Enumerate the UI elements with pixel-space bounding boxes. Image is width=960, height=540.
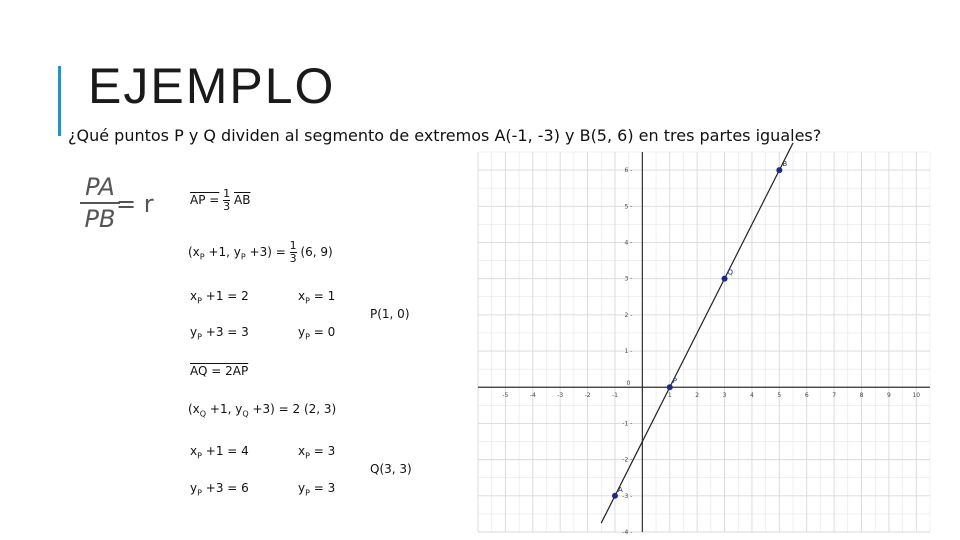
p-x-res: x bbox=[298, 289, 306, 303]
y-tick-label: 4 - bbox=[624, 239, 633, 247]
x-tick-label: 5 bbox=[777, 392, 782, 400]
p-y-res: y bbox=[298, 325, 306, 339]
y-tick-label: -1 - bbox=[622, 420, 633, 428]
coordinate-graph bbox=[478, 152, 930, 536]
q-x-result bbox=[298, 444, 335, 460]
q-y-eq-rest: +3 = 6 bbox=[205, 481, 249, 495]
y-tick-label: -2 - bbox=[622, 456, 633, 464]
ratio-fraction-bar bbox=[80, 202, 120, 204]
x-tick-label: -3 bbox=[557, 392, 564, 400]
p-y-eq-rest: +3 = 3 bbox=[205, 325, 249, 339]
x-tick-label: 1 bbox=[667, 392, 672, 400]
ratio-numerator: PA bbox=[85, 173, 115, 201]
x-tick-label: 6 bbox=[804, 392, 809, 400]
p-vec-fraction bbox=[290, 240, 297, 265]
q-vec-end: +3) = 2 (2, 3) bbox=[252, 402, 337, 416]
p-vec-mid: +1, y bbox=[208, 245, 241, 259]
sub-p: P bbox=[240, 252, 246, 262]
sub-p: P bbox=[197, 488, 202, 498]
ap-rhs: $\overline{AB}$ bbox=[233, 193, 251, 207]
y-tick-label: 2 - bbox=[624, 311, 633, 319]
y-tick-label: 6 - bbox=[624, 167, 633, 175]
question-text: ¿Qué puntos P y Q dividen al segmento de extremos A(-1, -3) y B(5, 6) en tres partes iguales? bbox=[68, 126, 822, 145]
x-tick-label: 4 bbox=[750, 392, 754, 400]
sub-p: P bbox=[305, 488, 310, 498]
slide-title: EJEMPLO bbox=[88, 58, 336, 114]
q-x-res-rest: = 3 bbox=[313, 444, 336, 458]
ratio-rhs: = r bbox=[116, 190, 154, 218]
sub-q: Q bbox=[242, 409, 249, 419]
p-x-equation bbox=[190, 289, 249, 305]
aq-equation: AQ = 2AP bbox=[190, 364, 249, 378]
q-y-eq: y bbox=[190, 481, 198, 495]
point-label-q: Q bbox=[727, 268, 734, 277]
p-vec-rhs: (6, 9) bbox=[300, 245, 333, 259]
ap-formula bbox=[190, 188, 250, 213]
sub-p: P bbox=[197, 332, 202, 342]
q-point-result: Q(3, 3) bbox=[370, 462, 412, 476]
q-x-res: x bbox=[298, 444, 306, 458]
x-tick-label: 2 bbox=[695, 392, 700, 400]
y-tick-label: -4 - bbox=[622, 529, 633, 536]
p-point-result: P(1, 0) bbox=[370, 307, 410, 321]
sub-p: P bbox=[197, 451, 202, 461]
q-x-eq: x bbox=[190, 444, 198, 458]
x-tick-label: 8 bbox=[859, 392, 864, 400]
x-tick-label: 10 bbox=[912, 392, 921, 400]
sub-p: P bbox=[199, 252, 205, 262]
sub-p: P bbox=[305, 296, 310, 306]
q-y-res-rest: = 3 bbox=[313, 481, 336, 495]
origin-label: 0 bbox=[626, 380, 631, 388]
p-y-res-rest: = 0 bbox=[313, 325, 336, 339]
p-vector-equation bbox=[188, 240, 333, 265]
point-label-a: A bbox=[617, 485, 623, 494]
x-tick-label: -2 bbox=[584, 392, 591, 400]
accent-bar bbox=[58, 66, 61, 136]
x-tick-label: -4 bbox=[529, 392, 536, 400]
x-tick-label: 9 bbox=[886, 392, 891, 400]
graph-svg bbox=[478, 152, 930, 536]
ap-fraction bbox=[223, 188, 230, 213]
p-x-eq-rest: +1 = 2 bbox=[205, 289, 249, 303]
y-tick-label: 5 - bbox=[624, 203, 633, 211]
ap-frac-den: 3 bbox=[223, 200, 231, 213]
q-y-result bbox=[298, 481, 335, 497]
x-tick-label: -5 bbox=[502, 392, 509, 400]
q-x-eq-rest: +1 = 4 bbox=[205, 444, 249, 458]
ap-lhs: AP = bbox=[190, 193, 220, 207]
q-x-equation bbox=[190, 444, 249, 460]
p-y-eq: y bbox=[190, 325, 198, 339]
q-vector-equation bbox=[188, 402, 336, 418]
p-x-result bbox=[298, 289, 335, 305]
q-y-equation bbox=[190, 481, 249, 497]
ratio-formula bbox=[80, 173, 154, 233]
p-vec-lhs: (x bbox=[188, 245, 200, 259]
x-tick-label: 7 bbox=[832, 392, 837, 400]
p-frac-den: 3 bbox=[289, 252, 297, 265]
y-tick-label: -3 - bbox=[622, 492, 633, 500]
p-frac-num: 1 bbox=[289, 239, 297, 252]
x-tick-label: -1 bbox=[611, 392, 618, 400]
sub-p: P bbox=[305, 332, 310, 342]
p-vec-end: +3) = bbox=[249, 245, 286, 259]
p-x-eq: x bbox=[190, 289, 198, 303]
p-x-res-rest: = 1 bbox=[313, 289, 336, 303]
sub-q: Q bbox=[199, 409, 207, 419]
sub-p: P bbox=[197, 296, 202, 306]
sub-p: P bbox=[305, 451, 310, 461]
p-y-result bbox=[298, 325, 335, 341]
p-y-equation bbox=[190, 325, 249, 341]
q-vec-lhs: (x bbox=[188, 402, 200, 416]
point-label-p: P bbox=[672, 377, 677, 386]
q-vec-mid: +1, y bbox=[209, 402, 243, 416]
y-tick-label: 1 - bbox=[624, 348, 633, 356]
x-tick-label: 3 bbox=[722, 392, 727, 400]
q-y-res: y bbox=[298, 481, 306, 495]
y-tick-label: 3 - bbox=[624, 275, 633, 283]
ratio-denominator: PB bbox=[84, 204, 116, 233]
point-label-b: B bbox=[782, 160, 788, 169]
ap-frac-num: 1 bbox=[223, 187, 231, 200]
